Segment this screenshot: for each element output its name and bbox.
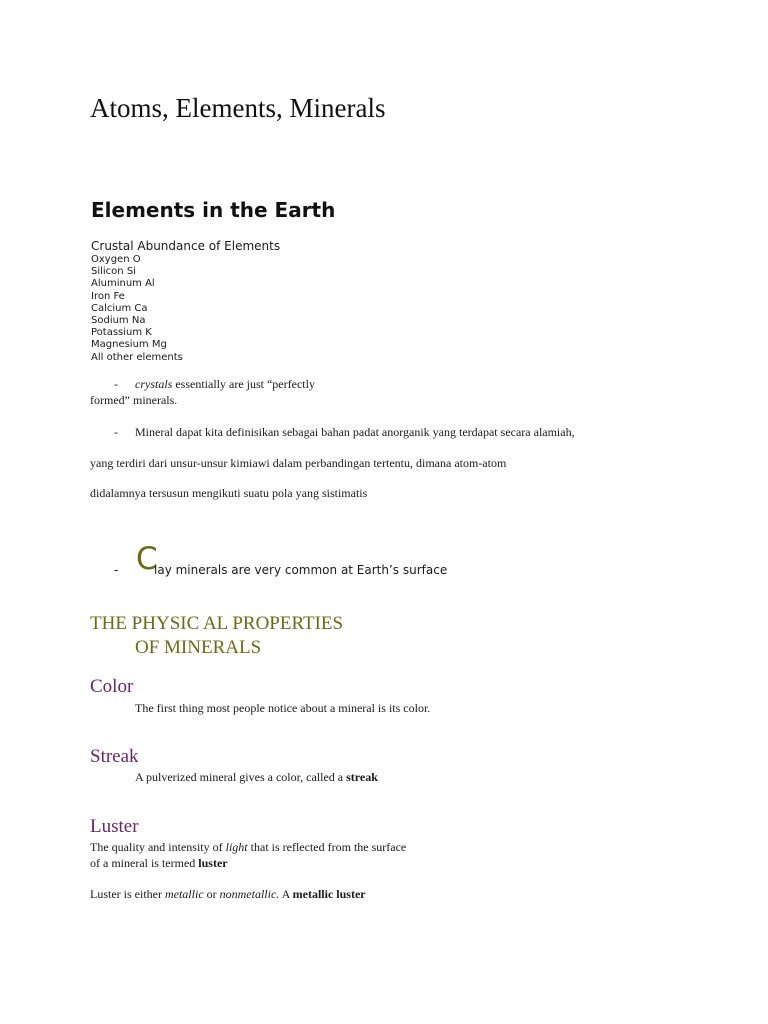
luster-line-2-prefix: of a mineral is termed (90, 856, 199, 870)
bullet-dash: - (114, 377, 118, 391)
abundance-list-title: Crustal Abundance of Elements (91, 239, 281, 253)
luster-heading: Luster (90, 816, 139, 837)
list-item: Oxygen O (91, 254, 141, 265)
list-item: Sodium Na (91, 314, 146, 326)
crystals-term: crystals (135, 377, 173, 391)
document-title: Atoms, Elements, Minerals (90, 93, 386, 123)
list-item: Calcium Ca (91, 302, 148, 314)
color-text: The first thing most people notice about a mineral is its color. (135, 701, 431, 715)
luster-line-1-prefix: The quality and intensity of (90, 840, 226, 854)
luster-line-3-prefix: Luster is either (90, 887, 165, 901)
crystals-line-1 (135, 377, 315, 392)
crystals-line-2: formed” minerals. (90, 393, 178, 407)
bullet-dash: - (114, 425, 118, 439)
luster-line-1 (90, 840, 406, 855)
mineral-definition-line-3: didalamnya tersusun mengikuti suatu pola yang sistimatis (90, 486, 368, 500)
streak-heading: Streak (90, 746, 139, 767)
list-item: Iron Fe (91, 290, 125, 302)
light-term: light (225, 840, 248, 854)
list-item: Potassium K (91, 327, 152, 339)
luster-line-3-mid: or (203, 887, 220, 901)
clay-drop-cap: C (136, 541, 158, 577)
clay-text: lay minerals are very common at Earth’s surface (154, 563, 448, 577)
streak-text-prefix: A pulverized mineral gives a color, called a (135, 770, 347, 784)
luster-term: luster (198, 856, 228, 870)
luster-line-1-suffix: that is reflected from the surface (247, 840, 407, 854)
section-heading: Elements in the Earth (91, 198, 336, 222)
color-heading: Color (90, 676, 134, 697)
list-item: Aluminum Al (91, 278, 155, 290)
nonmetallic-term: nonmetallic. (219, 887, 280, 901)
metallic-luster-term: metallic luster (292, 887, 366, 901)
crystals-text: essentially are just “perfectly (172, 377, 315, 391)
luster-line-3 (90, 887, 366, 902)
list-item: Magnesium Mg (91, 339, 167, 351)
heading-line-2: OF MINERALS (135, 637, 262, 658)
mineral-definition-line-2: yang terdiri dari unsur-unsur kimiawi dalam perbandingan tertentu, dimana atom-atom (90, 456, 507, 470)
luster-line-2 (90, 856, 228, 871)
element-list (91, 254, 183, 364)
heading-line-1: THE PHYSIC AL PROPERTIES (90, 613, 344, 634)
luster-line-3-mid2: A (279, 887, 293, 901)
list-item: Silicon Si (91, 266, 136, 278)
mineral-definition-line-1: Mineral dapat kita definisikan sebagai bahan padat anorganik yang terdapat secara alamiah, (135, 425, 575, 439)
streak-text (135, 770, 378, 785)
metallic-term: metallic (164, 887, 204, 901)
list-item: All other elements (91, 351, 183, 363)
streak-term: streak (346, 770, 378, 784)
physical-properties-heading (90, 612, 343, 660)
bullet-dash: - (114, 563, 119, 577)
